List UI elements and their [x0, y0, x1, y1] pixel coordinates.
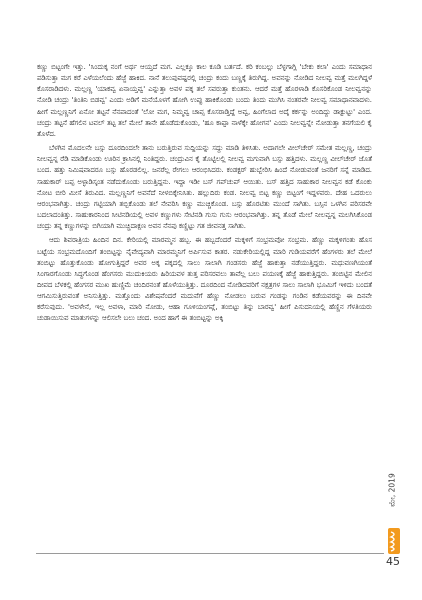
issue-date [384, 455, 402, 525]
article-paragraph: ಕಣ್ಣು ಬಿಟ್ಟಂಗೇ ಇತ್ತು. 'ಸಿಂದುಕ್ಕ ನಂಗೆ ಅರ್ಥ ಆಯ್ತದೆ ಮಗ. ಎಲ್ಲಕ್ಕೂ ಕಾಲ ಕೂಡಿ ಬರ್ತದೆ. ಕರಿ ಕಂಬಲ್ಲು ಬೆಳ್ಳಗಾಗ್ಲಿ 'ಬೇಕು ಕಲಾ' ಎಂದು ಸಮಾಧಾನ ಪಡಿಸುತ್ತಾ ಮಗ ಕರೆ ಎಳೆಯಲೆಂದು ಹೆಜ್ಜೆ ಹಾಕಿದ. ನಾನೆ ತಲುಪುವಷ್ಟರಲ್ಲಿ ಚಂದ್ರು ಕಂದು ಬಣ್ಣಕ್ಕೆ ತಿರುಗಿದ್ದ. ಅವನನ್ನು ನೋಡಿದ ನೀಲವ್ವ ಮತ್ತೆ ಮಲಗಿದ್ದಳೆ ಕೊಸರಾಡಿದಳು. ಮಲ್ಲಣ್ಣ 'ಯಾಕವ್ವ ಏನಾಯ್ತವ್ವ' ಎನ್ನುತ್ತಾ ಅವಳ ಪಕ್ಕ ತಲೆ ಸವರುತ್ತಾ ಕುಂತನು. ಆದರೆ ಮತ್ತೆ ಹೊರಳಾಡಿ ಕೊಸರಿಕೊಂಡ ನೀಲವ್ವನನ್ನು ನೋಡಿ ಚಂದ್ರು 'ತಿಂತಿನಿ ಬಿಡವ್ವ' ಎಂದು ಅಡಿಗೆ ಮನೆಯೊಳಗೆ ಹೋಗಿ ಉಪ್ಪು ಹಾಕಿಕೊಂಡು ಬಂದು ತಿಂದು ಮುಗಿಸಿ ನಂತರವೇ ನೀಲವ್ವ ಸಮಾಧಾನವಾದಳು. ಹೀಗೆ ಮಲ್ಲಣ್ಣನಿಗೆ ಏನೋ ತಟ್ಟನೆ ನೆನಪಾದಂತೆ 'ಲೋ ಮಗ, ನಿಮ್ಮವ್ವ ಚಾಪ್ಸ ಕೊಸರಾಡ್ತಿದ್ದೆ ಅವ್ವ, ಹಿಂಗೆಲಾದ ಅದ್ಕೆ ಕರ್ಕನ್ನು ಅಂದಿದ್ದು ಡಾಕ್ಟುಟ್ಟು' ಎಂದ. ಚಂದ್ರು ತಟ್ಟನೆ ಹೆಗಲಿನ ಟವಲ್ ತಟ್ಟ ತಲೆ ಮೇಲೆ ತಾನೇ ಹೊಡೆದುಕೊಂಡು, 'ಹೂ ಕಾಪ್ಪಾ ನಾಳೆಕ್ಕೇ ಹೋಗನ' ಎಂದು ನೀಲವ್ವನ್ನೇ ನೋಡುತ್ತಾ ತನಗೆಯಲಿ ಕೈ ತೊಳೆದ. [37, 63, 372, 138]
footer-divider [36, 553, 384, 554]
magazine-logo [386, 527, 402, 555]
issue-date-text: ಮೇ, 2019 [388, 473, 398, 507]
article-body [37, 62, 372, 325]
page-number: 45 [386, 555, 400, 568]
article-paragraph: ಬೆಳಗಿನ ಮೊದಲನೇ ಬಸ್ಸು ದೂರದಿಂದಲೇ ತಾನು ಬರುತ್ತಿರುವ ಸುದ್ದಿಯನ್ನು ಸದ್ದು ಮಾಡಿ ತಿಳಿಸಿತು. ಅದಾಗಲೇ ವೀಲ್‍ಚೇರ್ ಸಮೇತ ಮಲ್ಲಣ್ಣ, ಚಂದ್ರು ನೀಲವ್ವನ್ನ ರೆಡಿ ಮಾಡಿಕೊಂಡು ಊರಿನ ಕ್ರಾಸಿನಲ್ಲಿ ನಿಂತಿದ್ದರು. ಚಂದ್ರುವಿನ ಕೈ ತೊಟ್ಟಿಲಲ್ಲಿ ನೀಲವ್ವ ಮಗುವಾಗಿ ಬಸ್ಸು ಹತ್ತಿದಳು. ಮಲ್ಲಣ್ಣ ವೀಲ್‍ಚೇರ್ ಜೊತೆ ಬಂದ. ಹತ್ತು ನಿಮಿಷವಾದರೂ ಬಸ್ಸು ಹೊರಡಲಿಲ್ಲ. ಜನರೆಲ್ಲ ರೇಗಲು ಆರಂಭಿಸಿದರು. ಕಂಡಕ್ಟರ್ ಹುಬ್ಬೇರಿಸಿ ಹಿಂದೆ ನೋಡುವಂತೆ ಜನರಿಗೆ ಸನ್ನೆ ಮಾಡಿದ. ಸಾಹುಕಾರ್ ಬಪ್ಪ ಅಳ್ಳಾಡಿಸ್ಕಂತ ನಡೆದುಕೊಂಡು ಬರುತ್ತಿದ್ದನು. ಇದ್ದಾ ಇಡೀ ಬಸ್ ಗಪ್‍ಚುಪ್ ಆಯಿತು. ಬಸ್ ಹತ್ತಿದ ಸಾಹುಕಾರ ನೀಲವ್ವನ ಕಡೆ ಕೊಂಕು ನೋಟ ಬೀರಿ ಮೀಸೆ ತಿರುವಿದ. ಮಲ್ಲಣ್ಣನಿಗೆ ಅವನೆದೆ ನೀಳಬಿಕ್ಕೇನಿಸಿತು. ಹಲ್ಲುದಿರು ಕಂಡ. ನೀಲವ್ವ ಬಿಟ್ಟ ಕಣ್ಣು ಬಿಟ್ಟಂಗೆ ಇದ್ದಳವರು. ದೇಹ ಒದರುಲು ಆರಂಭವಾಗಿತ್ತು. ಚಂದ್ರು ಗಟ್ಟಿಯಾಗಿ ತಬ್ಬಿಕೊಂಡು ತಲೆ ನೇವರಿಸಿ ಕಣ್ಣು ಮುಚ್ಚಿಕೊಂಡ. ಬಸ್ಸು ಹೊರಟಿತು ಮುಂದೆ ಸಾಗಿತು. ಬಸ್ಸಿನ ಒಳಗಿನ ಪರಿಸರವೇ ಬದಲಾದಂತಿತ್ತು. ಸಾಹುಕಾರನಿಂದ ಸೀಟಿನಡಿಯಲ್ಲಿ ಅವಳ ಕಣ್ಣುಗಳು ಸೇಟಿನಡಿ ಗುಸು ಗುಸು ಆರಂಭವಾಗಿತ್ತು. ತನ್ನ ತೊಡೆ ಮೇಲೆ ನೀಲವ್ವನ್ನ ಮಲಗಿಸಿಕೊಂಡ ಚಂದ್ರು ತನ್ನ ಕಣ್ಣುಗಳನ್ನು ಬಿಗಿಯಾಗಿ ಮುಚ್ಚಿದಾಕ್ಷಣ ಅವನ ನೆನಪು ಕಣ್ಣಿಟ್ಟು ಗತ ಜೀವನತ್ತ ಸಾಗಿತು. [37, 144, 372, 231]
magazine-logo-icon [386, 527, 402, 555]
article-paragraph: ಆದು ಶಿವರಾತ್ರಿಯ ಹಿಂದಿನ ದಿನ. ಕೇರಿಯಲ್ಲಿ ಮಾರಮ್ಮನ ಹಬ್ಬ. ಈ ಹಬ್ಬದೆಂದರೆ ಮಕ್ಕಳಿಗೆ ಸಂಭ್ರಮವೋ ಸಂಭ್ರಮ. ಹೆಣ್ಣು ಮಕ್ಕಳಿಗಂತು ಹೊಸ ಬಟ್ಟೆಯ ಸಂಭ್ರಮದೊಂದಿಗೆ ತಂಬಿಟ್ಟನ್ನು ನೈವೇದ್ಯವಾಗಿ ಮಾರಮ್ಮನಿಗೆ ಅರ್ಪಿಸುವ ಕಾತರ. ನಡುಕೇರಿಯಲ್ಲಿದ್ದ ಮಾರಿ ಗುಡಿಯವರೆಗೆ ಹೆಂಗಳರು ತಲೆ ಮೇಲೆ ತಂಬಿಟ್ಟು ಹೊತ್ತುಕೊಂಡು ಹೋಗುತ್ತಿದ್ದರೆ ಅವರ ಅಕ್ಕ ಪಕ್ಕದಲ್ಲಿ ಸಾಲು ಸಾಲಾಗಿ ಗಂಡಸರು ಹೆಜ್ಜೆ ಹಾಕುತ್ತಾ ನಡೆಯುತ್ತಿದ್ದರು. ಮಧುವಣಗಿಯಂತೆ ಸಿಂಗಾರಗೊಂಡು ಸಿದ್ಧಗೊಂಡ ಹೆಂಗಸರು ಮುದುಕಿಯರು ಹಿರಿಯವಳ ತುತ್ತ ಪರಿಸರವಲು ತಾವೆಲ್ಲ ಬಲು ಪಯಣಕ್ಕೆ ಹೆಜ್ಜೆ ಹಾಕುತ್ತಿದ್ದರು. ತಂಬಿಟ್ಟಿನ ಮೇಲಿನ ದೀಪದ ಬೆಳಕಲ್ಲಿ ಹೆಂಗಸರ ಮುಖ ಹುಣ್ಣಿಮೆ ಚಂದಿರನಂತೆ ಹೊಳೆಯುತ್ತಿತ್ತು. ದೂರದಿಂದ ನೋಡಿದವರಿಗೆ ನಕ್ಷತ್ರಗಳ ಸಾಲು ಸಾಲಾಗಿ ಭೂಮಿಗೆ ಇಳಿದು ಬಂದತೆ ಆಗಮಿಸುತ್ತಿರುವಂತೆ ಅನಿಸುತ್ತಿತ್ತು. ಮತ್ತೊಂದು ವಿಶೇಷವೆಂದರೆ ಮದುವೆಗೆ ಹೆಣ್ಣು ನೋಡಲು ಬರುವ ಗಂಡನ್ನು ಗಂಡಿನ ಕಡೆಯವರನ್ನು ಈ ದಿನವೇ ಕರೆಸುವುದು. 'ಅವಳೇನೆ, ಇಲ್ಲ ಅವಳಾ, ಮಾರಿ ನೋಡು, ಆಹಾ ಗೂಳಿಯಂಗವ್ಲೆ, ತಂಬಿಟ್ಟು ತಿನ್ನು ಬಾರವ್ವ' ಹೀಗೆ ಪಿಸುದನಿಯಲ್ಲಿ ಹೆಣ್ಣಿನ ಗೆಳತಿಯರು ಚುಡಾಯಿಸುವ ಮಾತುಗಳನ್ನು ಆಲಿಸಲೇ ಬಲು ಚಂದ. ಅಂದ ಹಾಗೆ ಈ ತಂಬಿಟ್ಟನ್ನು ಅಕ್ಕಿ [37, 236, 372, 323]
